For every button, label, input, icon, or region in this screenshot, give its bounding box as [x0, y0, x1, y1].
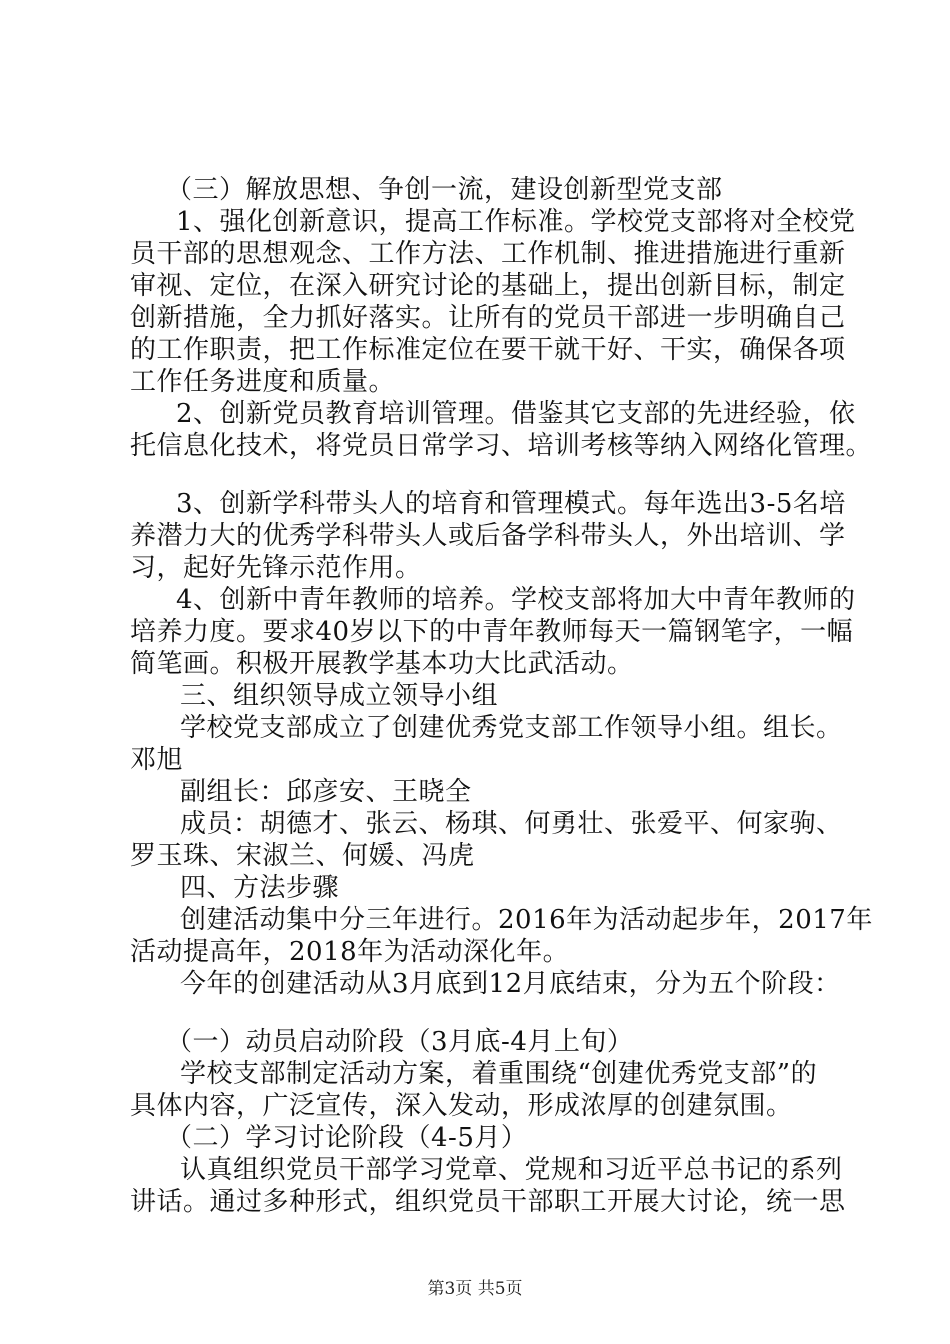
- paragraph-line: 创新措施，全力抓好落实。让所有的党员干部进一步明确自己: [130, 303, 846, 333]
- heading-stage-2: （二）学习讨论阶段（4-5月）: [166, 1123, 528, 1153]
- paragraph-line: 罗玉珠、宋淑兰、何媛、冯虎: [130, 841, 475, 871]
- heading-section-three: 三、组织领导成立领导小组: [180, 681, 499, 711]
- paragraph-line: 审视、定位，在深入研究讨论的基础上，提出创新目标，制定: [130, 271, 846, 301]
- paragraph-line: 成员：胡德才、张云、杨琪、何勇壮、张爱平、何家驹、: [180, 809, 843, 839]
- paragraph-line: 今年的创建活动从3月底到12月底结束，分为五个阶段：: [180, 969, 841, 999]
- paragraph-line: 创建活动集中分三年进行。2016年为活动起步年，2017年: [180, 905, 873, 935]
- paragraph-line: 员干部的思想观念、工作方法、工作机制、推进措施进行重新: [130, 239, 846, 269]
- paragraph-line: 培养力度。要求40岁以下的中青年教师每天一篇钢笔字，一幅: [130, 617, 854, 647]
- paragraph-line: 习，起好先锋示范作用。: [130, 553, 422, 583]
- paragraph-line: 邓旭: [130, 745, 184, 775]
- paragraph-line: 认真组织党员干部学习党章、党规和习近平总书记的系列: [180, 1155, 843, 1185]
- paragraph-line: 具体内容，广泛宣传，深入发动，形成浓厚的创建氛围。: [130, 1091, 793, 1121]
- paragraph-line: 学校支部制定活动方案，着重围绕“创建优秀党支部”的: [180, 1059, 818, 1089]
- paragraph-line: 1、强化创新意识，提高工作标准。学校党支部将对全校党: [176, 207, 856, 237]
- paragraph-line: 活动提高年，2018年为活动深化年。: [130, 937, 570, 967]
- heading-section-3: （三）解放思想、争创一流，建设创新型党支部: [166, 175, 723, 205]
- paragraph-line: 4、创新中青年教师的培养。学校支部将加大中青年教师的: [176, 585, 856, 615]
- paragraph-line: 的工作职责，把工作标准定位在要干就干好、干实，确保各项: [130, 335, 846, 365]
- paragraph-line: 3、创新学科带头人的培育和管理模式。每年选出3-5名培: [176, 489, 846, 519]
- heading-stage-1: （一）动员启动阶段（3月底-4月上旬）: [166, 1027, 634, 1057]
- paragraph-line: 副组长：邱彦安、王晓全: [180, 777, 472, 807]
- paragraph-line: 2、创新党员教育培训管理。借鉴其它支部的先进经验，依: [176, 399, 856, 429]
- paragraph-line: 讲话。通过多种形式，组织党员干部职工开展大讨论，统一思: [130, 1187, 846, 1217]
- paragraph-line: 养潜力大的优秀学科带头人或后备学科带头人，外出培训、学: [130, 521, 846, 551]
- paragraph-line: 简笔画。积极开展教学基本功大比武活动。: [130, 649, 634, 679]
- page-number-footer: 第3页 共5页: [427, 1279, 523, 1299]
- heading-section-four: 四、方法步骤: [180, 873, 340, 903]
- paragraph-line: 托信息化技术，将党员日常学习、培训考核等纳入网络化管理。: [130, 431, 873, 461]
- paragraph-line: 学校党支部成立了创建优秀党支部工作领导小组。组长。: [180, 713, 843, 743]
- paragraph-line: 工作任务进度和质量。: [130, 367, 396, 397]
